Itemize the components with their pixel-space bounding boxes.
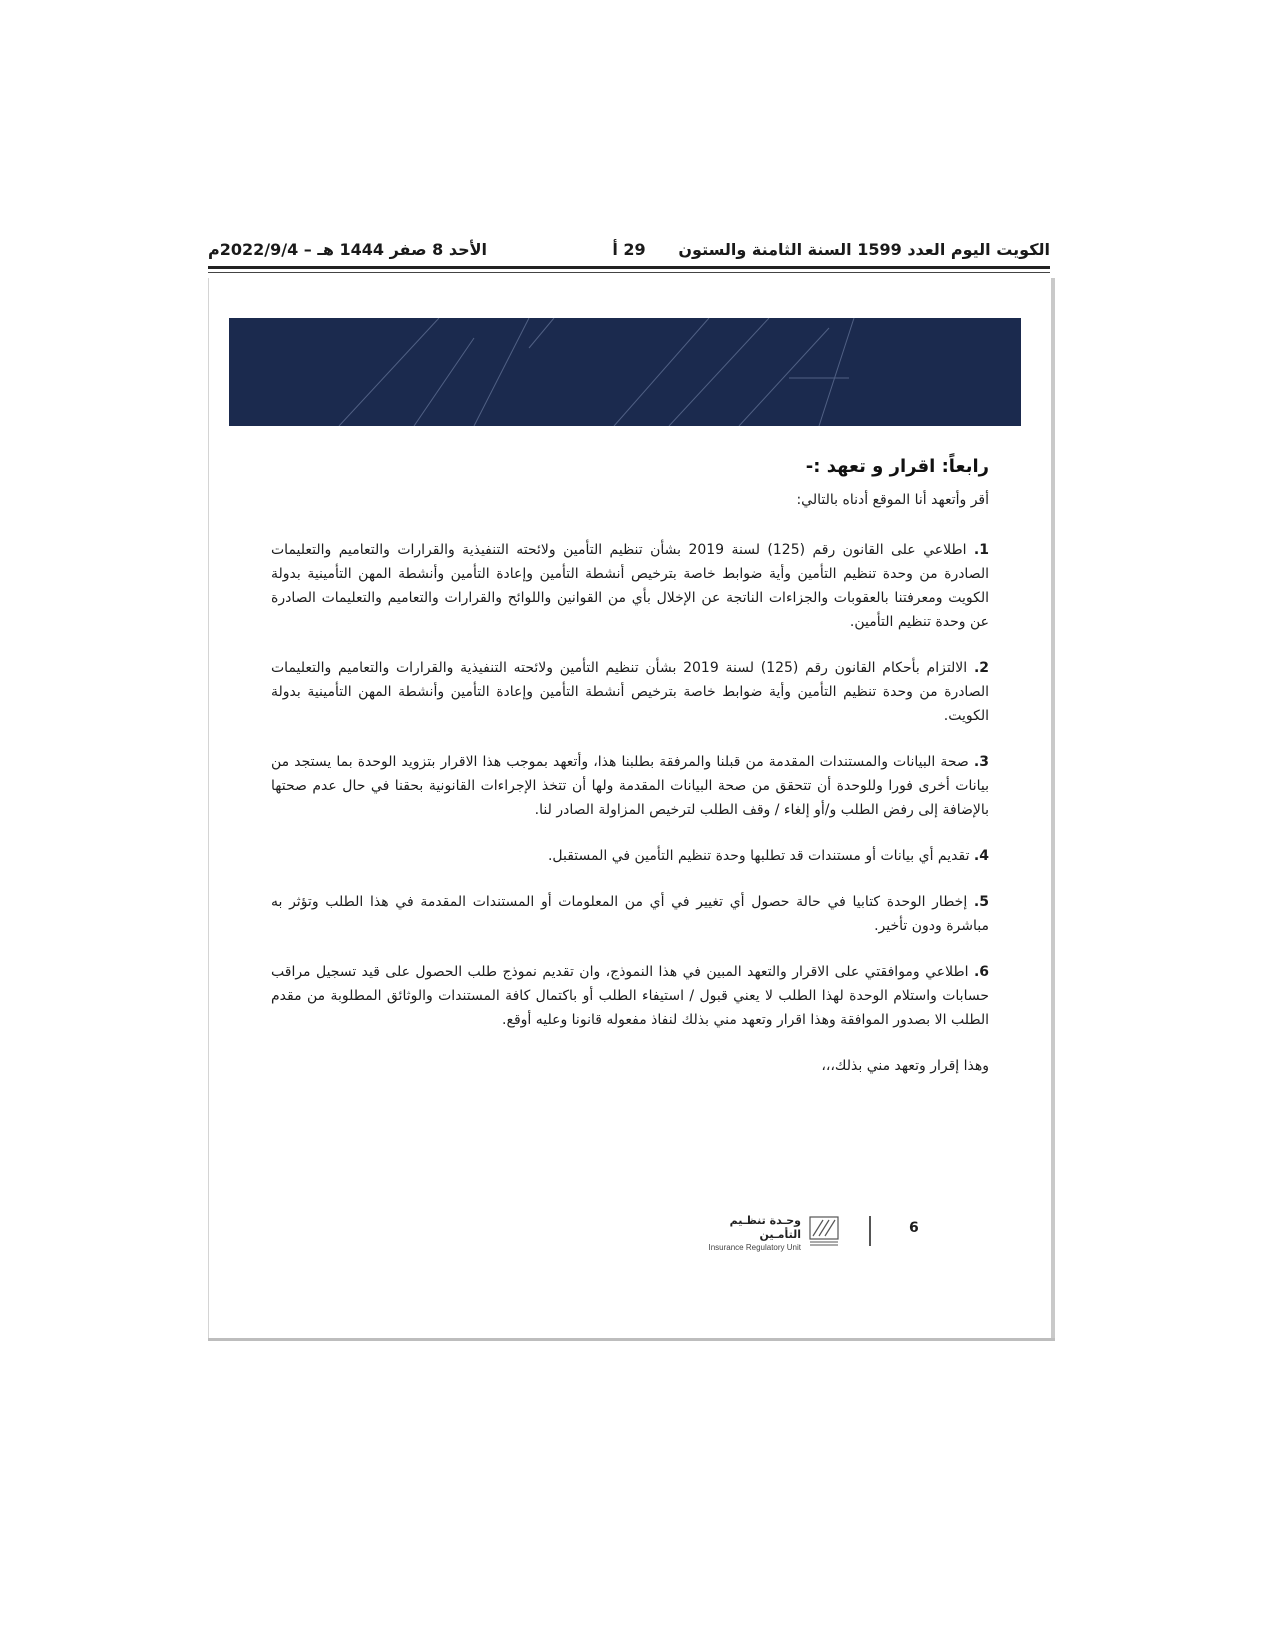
declaration-item (271, 538, 989, 634)
page-footer (209, 1208, 1051, 1252)
header-rule-thin (208, 272, 1050, 273)
declaration-item (271, 844, 989, 868)
org-name-arabic: وحـدة تنظـيم التأمـين (729, 1214, 801, 1241)
header-rule-thick (208, 266, 1050, 269)
page-number: 6 (909, 1220, 919, 1236)
item-text: صحة البيانات والمستندات المقدمة من قبلنا والمرفقة بطلبنا هذا، وأتعهد بموجب هذا الاقرار بتزويد الوحدة بما يستجد من بيانات أخرى فورا وللوحدة أن تتحقق من صحة البيانات المقدمة ولها أن تتخذ الإجراءات القانونية بحقنا في حال عدم صحتها بالإضافة إلى رفض الطلب و/أو إلغاء / وقف الطلب لترخيص المزاولة الصادر لنا. (271, 754, 989, 818)
item-text: إخطار الوحدة كتابيا في حالة حصول أي تغيير في أي من المعلومات أو المستندات المقدمة في هذا الطلب وتؤثر به مباشرة ودون تأخير. (271, 894, 989, 934)
insurance-regulatory-unit-logo-icon (807, 1214, 841, 1248)
declaration-intro: أقر وأتعهد أنا الموقع أدناه بالتالي: (796, 492, 989, 508)
gazette-date: الأحد 8 صفر 1444 هـ – 2022/9/4م (208, 240, 487, 259)
declaration-content (271, 454, 989, 1078)
item-text: تقديم أي بيانات أو مستندات قد تطلبها وحدة تنظيم التأمين في المستقبل. (547, 848, 970, 864)
item-text: اطلاعي على القانون رقم (125) لسنة 2019 بشأن تنظيم التأمين ولائحته التنفيذية والقرارات والتعاميم والتعليمات الصادرة من وحدة تنظيم التأمين وأية ضوابط خاصة بترخيص أنشطة التأمين وإعادة التأمين وأنشطة المهن التأمينية بدولة الكويت ومعرفتنا بالعقوبات والجزاءات الناتجة عن الإخلال بأي من القوانين واللوائح والقرارات والتعاميم والتعليمات الصادرة عن وحدة تنظيم التأمين. (271, 542, 989, 630)
org-name (685, 1214, 801, 1254)
item-text: الالتزام بأحكام القانون رقم (125) لسنة 2019 بشأن تنظيم التأمين ولائحته التنفيذية والقرارات والتعاميم والتعليمات الصادرة من وحدة تنظيم التأمين وأية ضوابط خاصة بترخيص أنشطة التأمين وإعادة التأمين وأنشطة المهن التأمينية بدولة الكويت. (271, 660, 989, 724)
item-number: 4. (973, 848, 989, 864)
form-page (208, 278, 1055, 1338)
header-banner (229, 318, 1021, 426)
gazette-issue-info: الكويت اليوم العدد 1599 السنة الثامنة والستون (678, 240, 1050, 259)
declaration-item (271, 750, 989, 822)
declaration-item (271, 656, 989, 728)
footer-divider (869, 1216, 871, 1246)
declaration-item (271, 890, 989, 938)
item-number: 6. (973, 964, 990, 980)
gazette-page-number: 29 أ (612, 240, 646, 259)
item-number: 2. (973, 660, 990, 676)
item-text: اطلاعي وموافقتي على الاقرار والتعهد المبين في هذا النموذج، وان تقديم نموذج طلب الحصول على قيد تسجيل مراقب حسابات واستلام الوحدة لهذا الطلب لا يعني قبول / استيفاء الطلب أو باكتمال كافة المستندات والوثائق المطلوبة من مقدم الطلب الا بصدور الموافقة وهذا اقرار وتعهد مني بذلك لنفاذ مفعوله قانونا وعليه أوقع. (271, 964, 989, 1028)
closing-statement: وهذا إقرار وتعهد مني بذلك،،، (821, 1058, 989, 1074)
section-title: رابعاً: اقرار و تعهد :- (805, 456, 989, 477)
item-number: 5. (973, 894, 989, 910)
gazette-header (208, 236, 1050, 266)
org-name-english: Insurance Regulatory Unit (708, 1243, 801, 1252)
declaration-item (271, 960, 989, 1032)
item-number: 3. (973, 754, 989, 770)
banner-decorative-lines (229, 318, 1021, 426)
item-number: 1. (973, 542, 989, 558)
